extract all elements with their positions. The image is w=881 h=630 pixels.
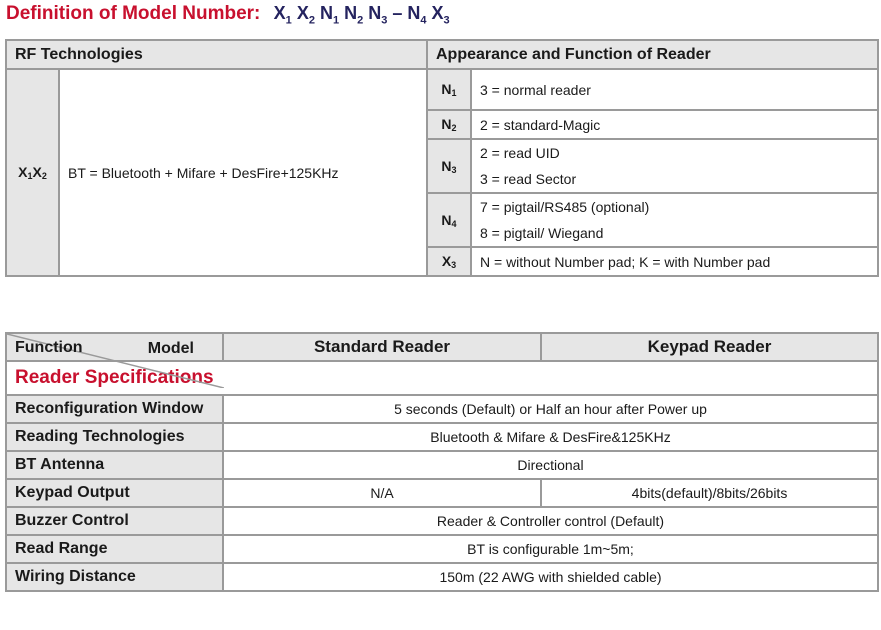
row-value-keypad: 4bits(default)/8bits/26bits xyxy=(541,479,878,507)
rf-technologies-header: RF Technologies xyxy=(6,40,427,69)
row-value: Reader & Controller control (Default) xyxy=(223,507,878,535)
n4-code: $N_4$ xyxy=(427,193,471,247)
table-row xyxy=(6,563,878,591)
row-label: Reconfiguration Window xyxy=(6,395,223,423)
n2-code: $N_2$ xyxy=(427,110,471,139)
row-label: Wiring Distance xyxy=(6,563,223,591)
row-label: Buzzer Control xyxy=(6,507,223,535)
row-value-standard: N/A xyxy=(223,479,541,507)
n2-value: 2 = standard-Magic xyxy=(471,110,878,139)
header-corner-cell xyxy=(6,333,223,361)
n1-value: 3 = normal reader xyxy=(471,69,878,110)
row-label: BT Antenna xyxy=(6,451,223,479)
corner-function-label: Function xyxy=(15,339,83,356)
reader-spec-table xyxy=(5,332,879,592)
appearance-function-header: Appearance and Function of Reader xyxy=(427,40,878,69)
table-row xyxy=(6,535,878,563)
x3-value: N = without Number pad; K = with Number pad xyxy=(471,247,878,276)
rf-technology-value: BT = Bluetooth + Mifare + DesFire+125KHz xyxy=(59,69,427,276)
row-value: 150m (22 AWG with shielded cable) xyxy=(223,563,878,591)
row-value: Bluetooth & Mifare & DesFire&125KHz xyxy=(223,423,878,451)
model-number-formula: $X_1$ $X_2$ $N_1$ $N_2$ $N_3 - N_4$ $X_3$ xyxy=(273,3,450,27)
table-row xyxy=(6,451,878,479)
row-value: Directional xyxy=(223,451,878,479)
n4-value: 7 = pigtail/RS485 (optional) 8 = pigtail/ Wiegand xyxy=(471,193,878,247)
corner-model-label: Model xyxy=(147,340,194,357)
row-value: 5 seconds (Default) or Half an hour after Power up xyxy=(223,395,878,423)
x3-code: $X_3$ xyxy=(427,247,471,276)
keypad-reader-header: Keypad Reader xyxy=(541,333,878,361)
n1-code: $N_1$ xyxy=(427,69,471,110)
table-row xyxy=(6,507,878,535)
row-label: Reading Technologies xyxy=(6,423,223,451)
table-row xyxy=(6,479,878,507)
row-label: Keypad Output xyxy=(6,479,223,507)
row-value: BT is configurable 1m~5m; xyxy=(223,535,878,563)
model-definition-table xyxy=(5,39,879,277)
section-title: Reader Specifications xyxy=(6,361,878,395)
x1x2-code: $X_1X_2$ xyxy=(6,69,59,276)
n3-code: $N_3$ xyxy=(427,139,471,193)
table-row xyxy=(6,395,878,423)
n3-value: 2 = read UID 3 = read Sector xyxy=(471,139,878,193)
title-label: Definition of Model Number: xyxy=(6,3,261,24)
document-title xyxy=(6,3,450,27)
row-label: Read Range xyxy=(6,535,223,563)
table-row xyxy=(6,423,878,451)
standard-reader-header: Standard Reader xyxy=(223,333,541,361)
